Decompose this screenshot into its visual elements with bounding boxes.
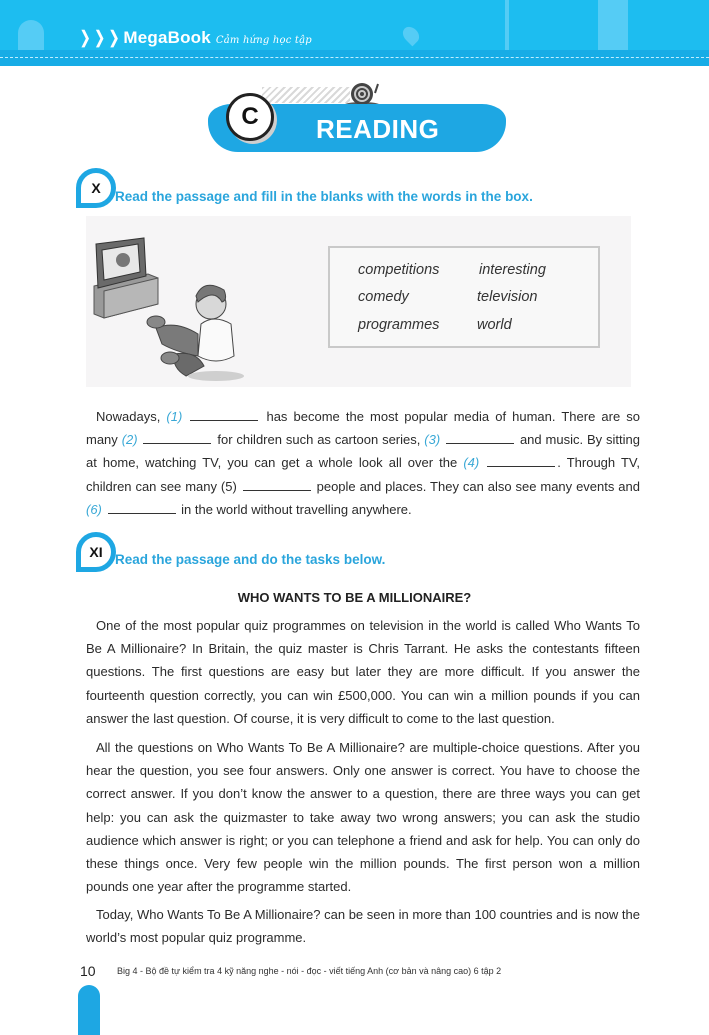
answer-blank[interactable]: [143, 433, 211, 444]
blank-number: (3): [424, 432, 441, 448]
reading-title: WHO WANTS TO BE A MILLIONAIRE?: [237, 590, 472, 605]
answer-blank[interactable]: [487, 456, 555, 467]
page-edge-tab: [78, 985, 100, 1035]
word-bank-item: programmes: [358, 317, 440, 333]
cloze-passage: [86, 405, 640, 521]
reading-paragraph: [86, 903, 640, 949]
passage-text: in the world without travelling anywhere.: [177, 501, 412, 517]
blank-number: (1): [166, 409, 183, 424]
answer-blank[interactable]: [243, 480, 311, 491]
header-dashed-line: [0, 57, 709, 58]
brand-mark-icon: ❭❭❭: [78, 28, 122, 47]
book-title: Big 4 - Bộ đề tự kiểm tra 4 kỹ năng nghe - nói - đọc - viết tiếng Anh (cơ bản và nâng cao) 6 tập 2: [117, 966, 502, 976]
paragraph-text: One of the most popular quiz programmes on television in the world is called Who Wants To Be A Millionaire? In Britain, the quiz master is Chris Tarrant. He asks the contestants fifteen questions. The first questions are easy but later they are more difficult. If you answer the fourteenth question correctly, you can win £500,000. You can win a million pounds if you can answer the last question. Of course, it is very difficult to come to the last question.: [86, 618, 640, 726]
word-bank-item: world: [477, 317, 512, 333]
word-bank-item: television: [477, 289, 538, 305]
page-header: [0, 0, 709, 66]
reading-paragraph: [86, 614, 640, 730]
brand-slogan: Cảm hứng học tập: [215, 35, 312, 46]
answer-blank[interactable]: [108, 503, 176, 514]
blank-number: (2): [121, 432, 138, 448]
page-number: 10: [80, 963, 96, 979]
section-letter-badge: C: [226, 93, 274, 141]
blank-number: (6): [86, 501, 102, 517]
answer-blank[interactable]: [446, 433, 514, 444]
boy-watching-tv-illustration: [86, 216, 286, 387]
passage-text: . Through TV, children can see many (5): [86, 455, 640, 494]
passage-text: has become the most popular media of human. There are so many: [86, 409, 641, 448]
word-bank-item: comedy: [358, 289, 409, 305]
paragraph-text: All the questions on Who Wants To Be A Millionaire? are multiple-choice questions. After you hear the question, you see four answers. Only one answer is correct. You have to choose the correct answer. If you don’t know the answer to a question, there are three ways you can get help: you can ask the quizmaster to take away two wrong answers; you can ask the studio audience which answer is right; or you can telephone a friend and ask for help. You can only do these things once. Very few people win the million pounds. The first person won a million pounds one year after the programme started.: [86, 740, 640, 895]
header-band: [0, 50, 709, 66]
blank-number: (4): [463, 455, 480, 471]
word-bank-item: competitions: [358, 262, 440, 278]
skyline-building-icon: [18, 20, 44, 50]
passage-text: and music. By sitting at home, watching TV, you can get a whole look all over the: [86, 432, 641, 471]
passage-text: Nowadays,: [96, 409, 167, 424]
paragraph-text: Today, Who Wants To Be A Millionaire? can be seen in more than 100 countries and is now the world’s most popular quiz programme.: [86, 907, 640, 946]
word-bank-item: interesting: [479, 262, 546, 278]
word-bank-box: [328, 246, 600, 348]
reading-paragraph: [86, 736, 640, 898]
location-pin-icon: [400, 24, 423, 47]
answer-blank[interactable]: [190, 410, 258, 421]
passage-text: people and places. They can also see many events and: [312, 478, 640, 494]
skyscraper-icon: [598, 0, 628, 50]
exercise-instruction: Read the passage and do the tasks below.: [115, 552, 386, 567]
section-title: READING: [316, 114, 440, 144]
exercise-instruction: Read the passage and fill in the blanks with the words in the box.: [115, 189, 533, 204]
exercise-number-badge: X: [76, 168, 116, 208]
brand-logo: [78, 28, 312, 48]
passage-text: for children such as cartoon series,: [213, 432, 425, 448]
exercise-number-badge: XI: [76, 532, 116, 572]
banner-stripe: [262, 87, 350, 103]
statue-icon: [505, 0, 509, 50]
brand-name: MegaBook: [123, 28, 211, 47]
